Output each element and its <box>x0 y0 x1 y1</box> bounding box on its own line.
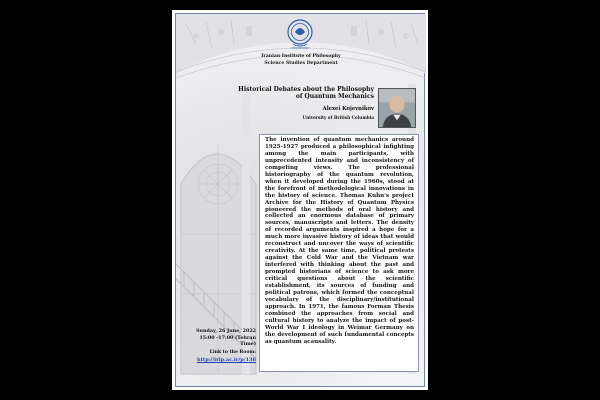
event-poster <box>172 10 428 390</box>
event-time: 15:00 -17:00 (Tehran Time) <box>199 335 256 347</box>
institute-emblem-icon <box>285 18 315 52</box>
speaker-name: Alexei Kojevnikov <box>322 106 374 112</box>
department-name: Science Studies Department <box>264 61 338 66</box>
talk-title: Historical Debates about the Philosophy of Quantum Mechanics <box>238 86 374 100</box>
poster-frame <box>175 13 425 387</box>
room-link-label: Link to the Room: <box>209 350 256 355</box>
abstract-box <box>259 134 419 372</box>
room-link[interactable]: http://irip.ac.ir/p/136 <box>196 357 256 363</box>
speaker-photo <box>378 88 416 128</box>
event-date: Sunday, 26 June, 2022 <box>196 328 256 334</box>
abstract-text: The invention of quantum mechanics around 1925-1927 produced a philosophical infighting among the main participants, with unprecedented intensity and inconsistency of competing views. The professional historiography of the quantum revolution, when it developed during the 1960s, stood at the forefront of methodological innovations in the history of science. Thomas Kuhn's project Archive for the History of Quantum Physics pioneered the methods of oral history and collected an enormous database of primary sources, manuscripts and letters. The density of recorded arguments inspired a hope for a much more invasive history of ideas that would reconstruct and uncover the ways of scientific creativity. At the same time, political protests against the Cold War and the Vietnam war interfered with thinking about the past and prompted historians of science to ask more critical questions about the scientific establishment, its sources of funding and political patrons, which formed the conceptual vocabulary of the disciplinary/institutional approach. In 1971, the famous Forman Thesis combined the approaches from social and cultural history to analyze the impact of post-World War I ideology in Weimar Germany on the development of such fundamental concepts as quantum acausality. <box>265 137 414 345</box>
institute-name: Iranian Institute of Philosophy <box>261 54 341 59</box>
speaker-affiliation: University of British Columbia <box>302 115 374 120</box>
